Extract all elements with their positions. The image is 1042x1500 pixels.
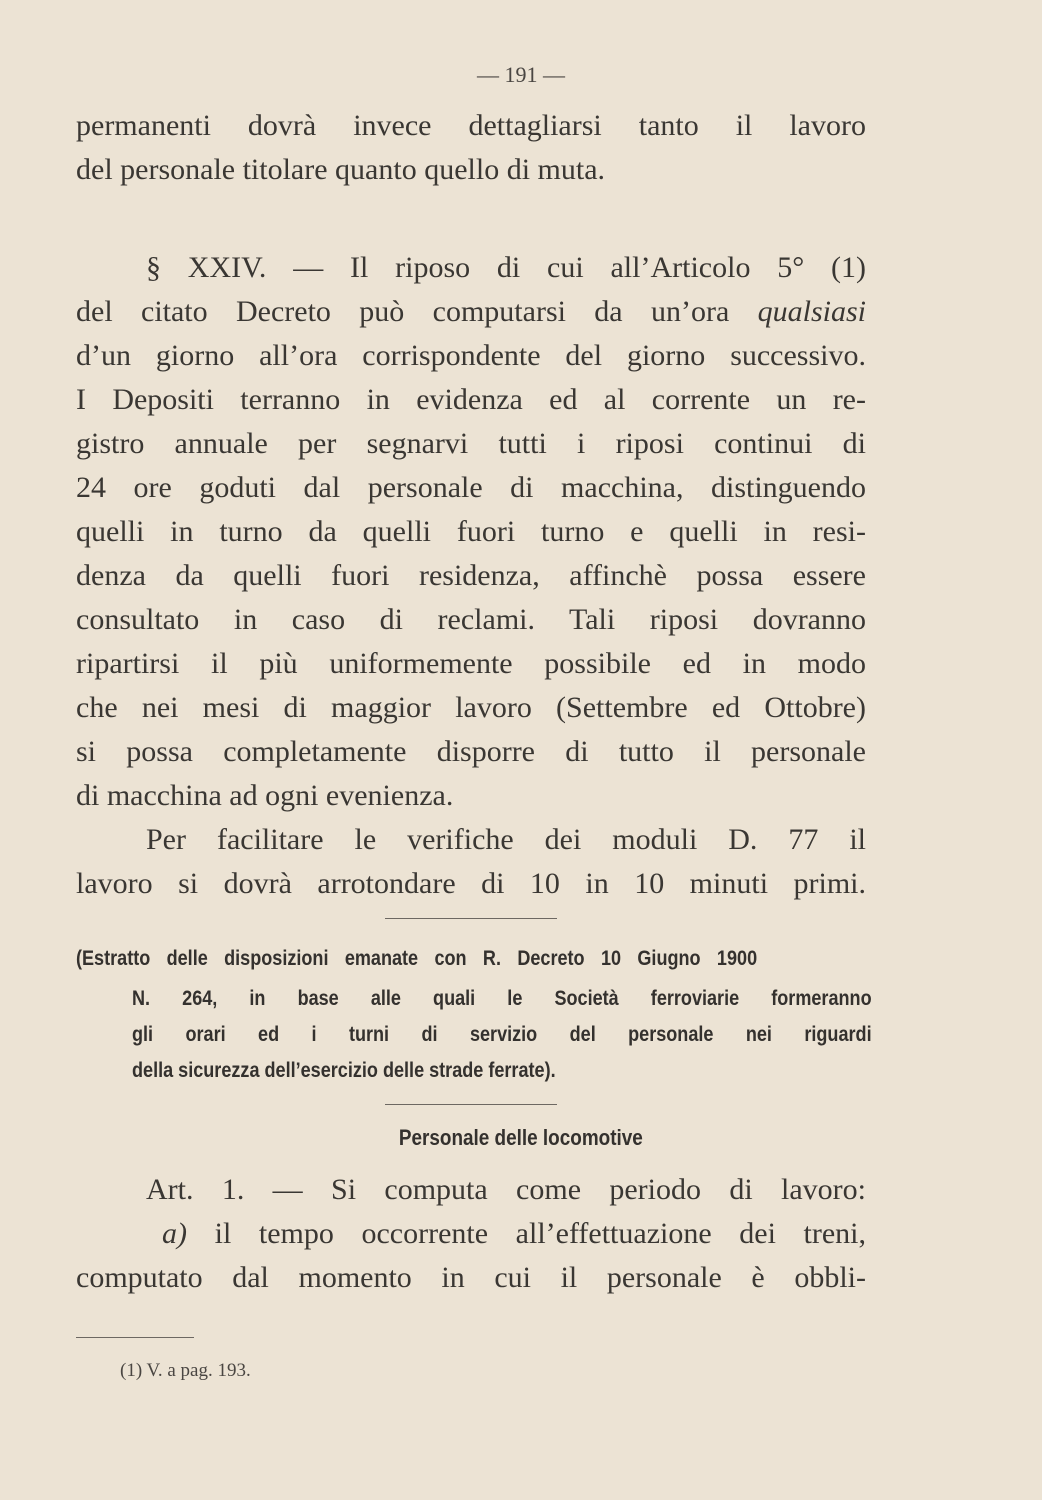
text-line: Per facilitare le verifiche dei moduli D. 77 il (146, 823, 866, 856)
text-line: quelli in turno da quelli fuori turno e quelli in resi- (76, 515, 866, 548)
section-number: XXIV. (187, 251, 267, 284)
extract-line: (Estratto delle disposizioni emanate con R. Decreto 10 Giugno 1900 (76, 947, 758, 970)
footnote-rule (76, 1337, 194, 1338)
text-line: d’un giorno all’ora corrispondente del giorno successivo. (76, 339, 866, 372)
text-line: si possa completamente disporre di tutto il personale (76, 735, 866, 768)
text-line: I Depositi terranno in evidenza ed al corrente un re- (76, 383, 866, 416)
article-line: Art. 1. — Si computa come periodo di lavoro: (146, 1173, 866, 1206)
text-line: del citato Decreto può computarsi da un’ora qualsiasi (76, 295, 866, 328)
text-line: 24 ore goduti dal personale di macchina, distinguendo (76, 471, 866, 504)
extract-line: della sicurezza dell’esercizio delle strade ferrate). (132, 1059, 556, 1082)
text-line: ripartirsi il più uniformemente possibile ed in modo (76, 647, 866, 680)
section-title: Personale delle locomotive (399, 1125, 643, 1150)
text-line: computato dal momento in cui il personale è obbli- (76, 1261, 866, 1294)
section-mark: § (146, 251, 161, 284)
text-line: consultato in caso di reclami. Tali riposi dovranno (76, 603, 866, 636)
section-first-line: — Il riposo di cui all’Articolo 5° (1) (293, 251, 866, 284)
text-line: lavoro si dovrà arrotondare di 10 in 10 minuti primi. (76, 867, 866, 900)
divider (385, 918, 557, 919)
text-line: permanenti dovrà invece dettagliarsi tanto il lavoro (76, 109, 866, 142)
divider (385, 1104, 557, 1105)
text-line: denza da quelli fuori residenza, affinchè possa essere (76, 559, 866, 592)
section-heading-line (146, 250, 866, 286)
extract-line: gli orari ed i turni di servizio del personale nei riguardi (132, 1023, 872, 1046)
article-item: a) il tempo occorrente all’effettuazione dei treni, (162, 1217, 866, 1250)
item-label: a) (162, 1217, 187, 1250)
text-line: del personale titolare quanto quello di muta. (76, 153, 606, 186)
text-line: gistro annuale per segnarvi tutti i riposi continui di (76, 427, 866, 460)
text-line: che nei mesi di maggior lavoro (Settembre ed Ottobre) (76, 691, 866, 724)
italic-word: qualsiasi (757, 295, 866, 328)
extract-line: N. 264, in base alle quali le Società ferroviarie formeranno (132, 987, 872, 1010)
page-number: — 191 — (477, 62, 565, 87)
footnote: (1) V. a pag. 193. (120, 1360, 251, 1381)
text-line: di macchina ad ogni evenienza. (76, 779, 454, 812)
